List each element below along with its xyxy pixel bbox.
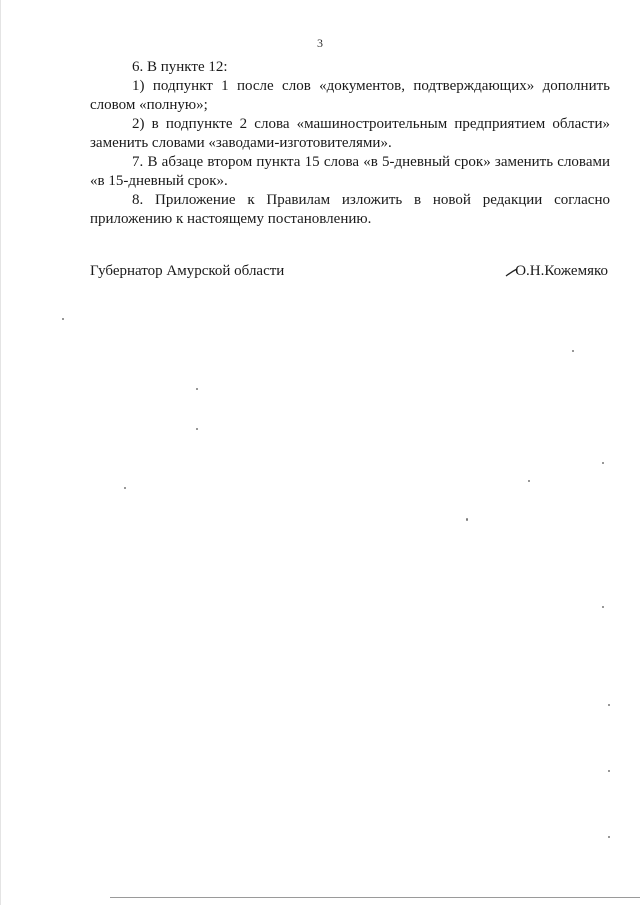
signatory-title: Губернатор Амурской области — [90, 263, 285, 279]
scan-speck — [608, 704, 610, 706]
page-number: 3 — [317, 36, 323, 50]
scan-speck — [608, 836, 610, 838]
scan-speck — [602, 462, 604, 464]
paragraph-item-8: 8. Приложение к Правилам изложить в новой редакции согласно приложению к настоящему постановлению. — [90, 192, 610, 227]
scan-speck — [572, 350, 574, 352]
scan-speck — [466, 518, 468, 521]
scan-speck — [608, 770, 610, 772]
scan-speck — [196, 428, 198, 430]
signatory-name: О.Н.Кожемяко — [515, 263, 608, 279]
document-body — [90, 58, 610, 229]
scan-speck — [602, 606, 604, 608]
paragraph-subitem-1: 1) подпункт 1 после слов «документов, подтверждающих» дополнить словом «полную»; — [90, 78, 610, 113]
paragraph-subitem-2: 2) в подпункте 2 слова «машиностроительным предприятием области» заменить словами «заводами-изготовителями». — [90, 116, 610, 151]
scan-speck — [528, 480, 530, 482]
scan-speck — [124, 487, 126, 489]
paragraph-item-7: 7. В абзаце втором пункта 15 слова «в 5-дневный срок» заменить словами «в 15-дневный срок». — [90, 154, 610, 189]
scan-left-edge — [0, 0, 1, 905]
scan-speck — [196, 388, 198, 390]
paragraph-item-6: 6. В пункте 12: — [132, 59, 228, 75]
scan-bottom-edge — [110, 897, 640, 898]
scan-speck — [62, 318, 64, 320]
